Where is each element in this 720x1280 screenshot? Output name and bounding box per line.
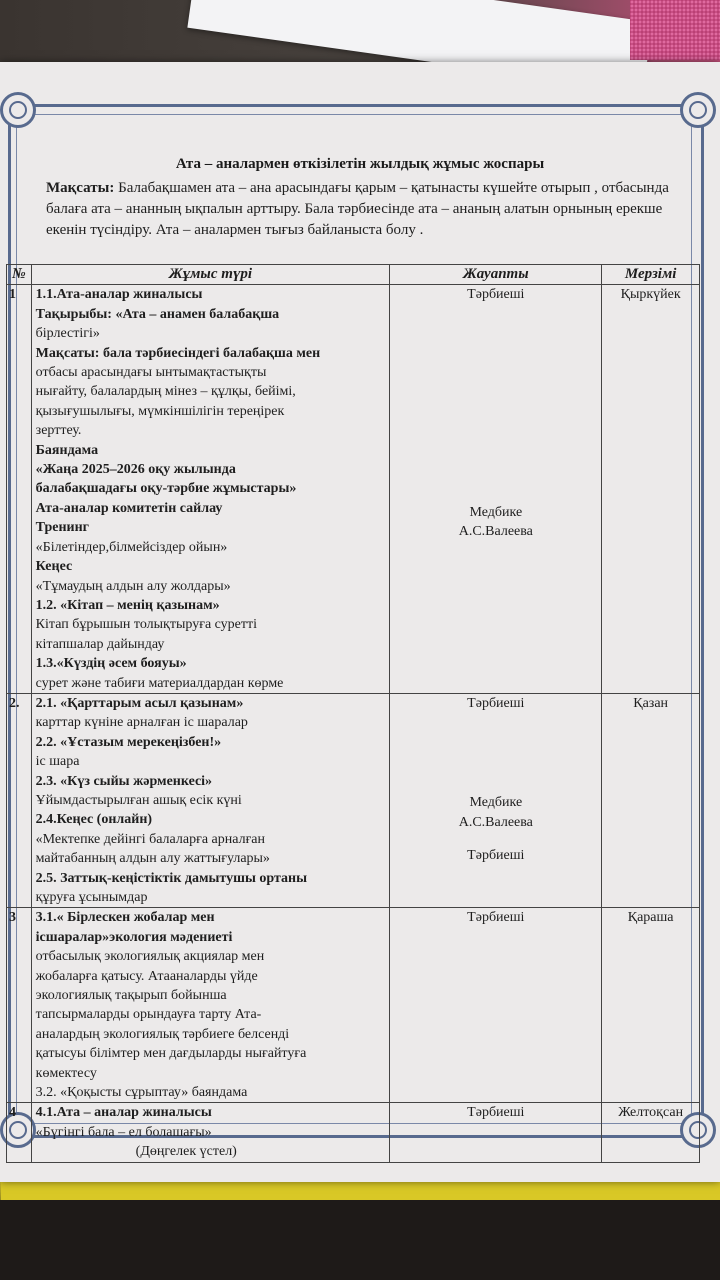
aim-label: Мақсаты: xyxy=(46,180,115,196)
document-title: Ата – аналармен өткізілетін жылдық жұмыс жоспары xyxy=(175,156,545,172)
work-line: майтабанның алдын алу жаттығулары» xyxy=(35,851,270,867)
work-line: отбасылық экологиялық акциялар мен xyxy=(35,949,265,965)
work-line: Ұйымдастырылған ашық есік күні xyxy=(35,792,242,808)
work-line: «Білетіндер,білмейсіздер ойын» xyxy=(35,539,228,555)
row-responsible xyxy=(390,285,602,694)
work-line: көмектесу xyxy=(35,1065,97,1081)
work-line: 2.1. «Қарттарым асыл қазынам» xyxy=(35,695,244,711)
row-work xyxy=(31,285,390,694)
row-number: 3 xyxy=(7,908,32,1103)
responsible-line: Медбике xyxy=(469,795,523,811)
responsible-line: Тәрбиеші xyxy=(467,1105,525,1121)
work-line: 4.1.Ата – аналар жиналысы xyxy=(35,1105,212,1121)
responsible-line: Тәрбиеші xyxy=(467,287,525,303)
work-line: бірлестігі» xyxy=(35,326,100,342)
row-work xyxy=(31,693,390,907)
work-line: «Мектепке дейінгі балаларға арналған xyxy=(35,831,266,847)
work-line: карттар күніне арналған іс шаралар xyxy=(35,715,248,731)
work-line: ісшаралар»экология мәдениеті xyxy=(35,929,233,945)
row-number: 1 xyxy=(7,285,32,694)
work-line: 2.5. Заттық-кеңістіктік дамытушы ортаны xyxy=(35,870,308,886)
responsible-line: Тәрбиеші xyxy=(467,910,525,926)
table-row xyxy=(7,693,700,907)
table-row xyxy=(7,1103,700,1162)
row-number: 4 xyxy=(7,1103,32,1162)
work-line: 2.2. «Ұстазым мерекеңізбен!» xyxy=(35,734,222,750)
work-line: экологиялық тақырып бойынша xyxy=(35,988,227,1004)
work-line: жобаларға қатысу. Атааналарды үйде xyxy=(35,968,258,984)
work-line: сурет және табиғи материалдардан көрме xyxy=(35,675,284,691)
work-line: 2.4.Кеңес (онлайн) xyxy=(35,812,153,828)
work-line: аналардың экологиялық тәрбиеге белсенді xyxy=(35,1026,290,1042)
work-line: «Жаңа 2025–2026 оқу жылында xyxy=(35,462,236,478)
table-row xyxy=(7,285,700,694)
work-line: «Бүгінгі бала – ел болашағы» xyxy=(35,1124,212,1140)
responsible-line: Тәрбиеші xyxy=(467,695,525,711)
header-date: Мерзімі xyxy=(602,265,700,285)
work-line: Баяндама xyxy=(35,442,99,458)
work-line: зерттеу. xyxy=(35,423,82,439)
work-line: Мақсаты: бала тәрбиесіндегі балабақша мен xyxy=(35,345,321,361)
work-line: 1.1.Ата-аналар жиналысы xyxy=(35,287,203,303)
glitter-paper xyxy=(630,0,720,60)
row-date: Қыркүйек xyxy=(602,285,700,694)
work-line: Кеңес xyxy=(35,559,73,575)
table-header-row xyxy=(7,265,700,285)
work-line: іс шара xyxy=(35,754,80,770)
work-line: нығайту, балалардың мінез – құлқы, бейімі, xyxy=(35,384,296,400)
responsible-line: А.С.Валеева xyxy=(458,524,533,540)
work-line: Тақырыбы: «Ата – анамен балабақша xyxy=(35,306,280,322)
work-line: 3.1.« Бірлескен жобалар мен xyxy=(35,910,215,926)
row-responsible xyxy=(390,693,602,907)
document-aim xyxy=(46,178,696,241)
document-sheet xyxy=(0,62,720,1182)
work-line: тапсырмаларды орындауға тарту Ата- xyxy=(35,1007,262,1023)
work-line: балабақшадағы оқу-тәрбие жұмыстары» xyxy=(35,481,297,497)
work-line: Ата-аналар комитетін сайлау xyxy=(35,500,223,516)
work-line: «Тұмаудың алдын алу жолдары» xyxy=(35,578,231,594)
work-line: кітапшалар дайындау xyxy=(35,636,165,652)
row-date: Желтоқсан xyxy=(602,1103,700,1162)
work-line: 3.2. «Қоқысты сұрыптау» баяндама xyxy=(35,1085,248,1101)
plan-table xyxy=(6,264,700,1163)
work-line: 1.2. «Кітап – менің қазынам» xyxy=(35,597,220,613)
header-number: № xyxy=(7,265,32,285)
row-date: Қазан xyxy=(602,693,700,907)
responsible-line: Медбике xyxy=(469,504,523,520)
responsible-line: А.С.Валеева xyxy=(458,814,533,830)
corner-ornament-icon xyxy=(0,92,36,128)
header-work: Жұмыс түрі xyxy=(31,265,390,285)
row-date: Қараша xyxy=(602,908,700,1103)
aim-text: Балабақшамен ата – ана арасындағы қарым – қатынасты күшейте отырып , отбасында балаға ата – ананның ықпалын арттыру. Бала тәрбиесінде ата – ананың алатын орнының ерекше екенін түсіндіру. Ата – аналармен тығыз байланыста болу . xyxy=(46,180,669,238)
row-responsible xyxy=(390,1103,602,1162)
work-line: 1.3.«Күздің әсем бояуы» xyxy=(35,656,187,672)
row-work xyxy=(31,1103,390,1162)
row-responsible xyxy=(390,908,602,1103)
responsible-line: Тәрбиеші xyxy=(467,848,525,864)
work-line: (Дөңгелек үстел) xyxy=(135,1144,237,1160)
table-row xyxy=(7,908,700,1103)
work-line: құруға ұсынымдар xyxy=(35,890,148,905)
row-number: 2. xyxy=(7,693,32,907)
work-line: отбасы арасындағы ынтымақтастықты xyxy=(35,365,267,381)
header-responsible: Жауапты xyxy=(390,265,602,285)
work-line: Тренинг xyxy=(35,520,90,536)
table-surface xyxy=(0,1200,720,1280)
work-line: 2.3. «Күз сыйы жәрменкесі» xyxy=(35,773,213,789)
work-line: қатысуы білімтер мен дағдыларды нығайтуға xyxy=(35,1046,307,1062)
row-work xyxy=(31,908,390,1103)
corner-ornament-icon xyxy=(680,92,716,128)
work-line: Кітап бұрышын толықтыруға суретті xyxy=(35,617,258,633)
work-line: қызығушылығы, мүмкіншілігін тереңірек xyxy=(35,403,285,419)
